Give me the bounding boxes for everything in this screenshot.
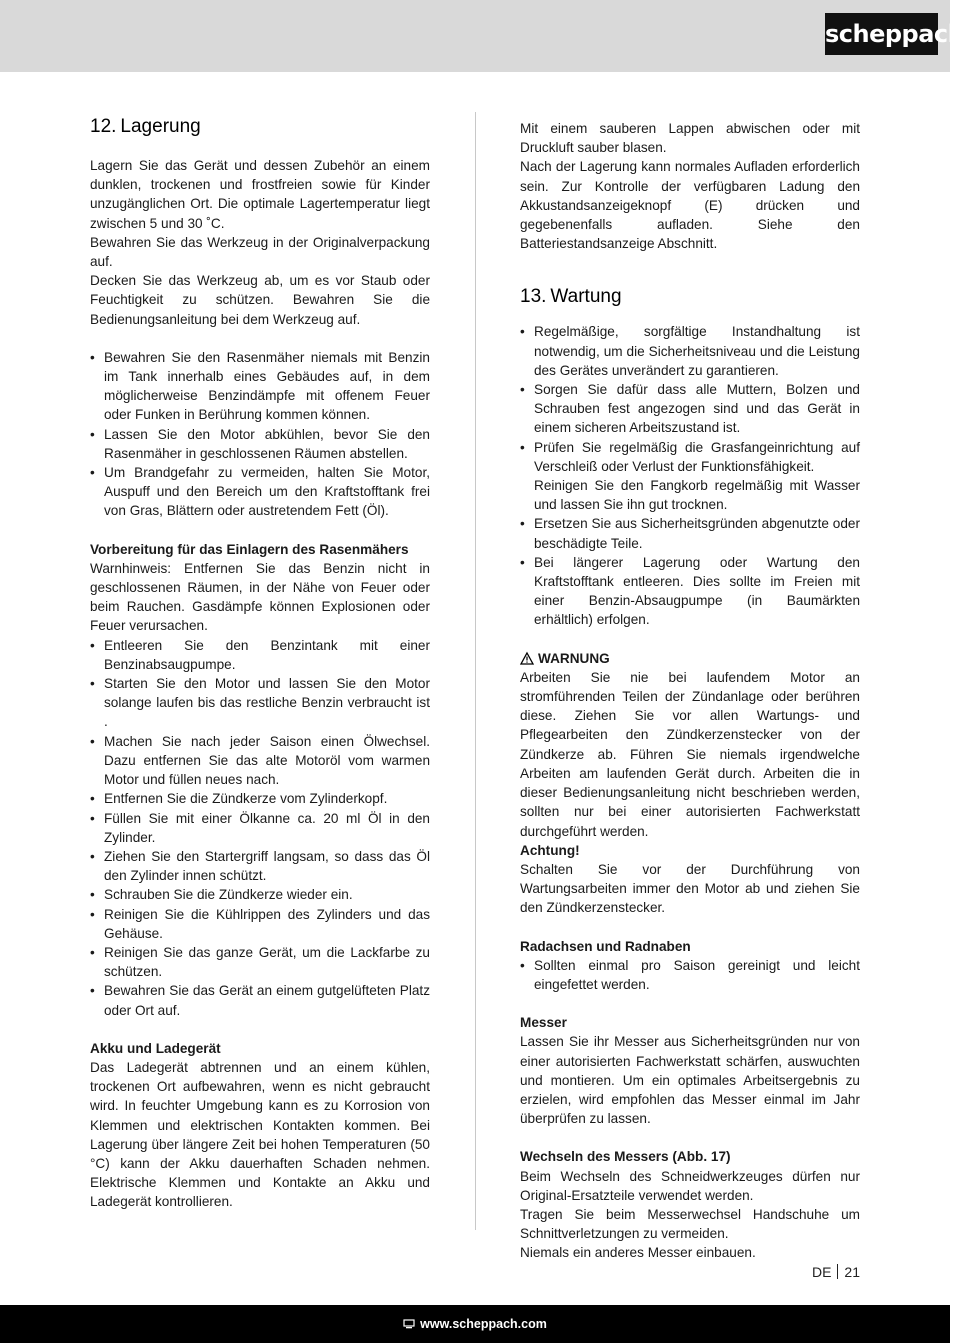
list-item: • Starten Sie den Motor und lassen Sie den Motor solange laufen bis das restliche Benzin verbraucht ist . [90,674,430,732]
list-item: • Entleeren Sie den Benzintank mit einer Benzinabsaugpumpe. [90,636,430,674]
header-bar [0,0,964,72]
list-item: • Bewahren Sie den Rasenmäher niemals mit Benzin im Tank innerhalb eines Gebäudes auf, in dem möglicherweise Benzindämpfe mit offenem Feuer oder Funken in Berührung kommen können. [90,348,430,425]
list-item: • Ersetzen Sie aus Sicherheitsgründen abgenutzte oder beschädigte Teile. [520,514,860,552]
list-item: • Entfernen Sie die Zündkerze vom Zylinderkopf. [90,789,430,808]
list-item: • Bei längerer Lagerung oder Wartung den Kraftstofftank entleeren. Dies sollte im Freien mit einer Benzin-Absaugpumpe (in Baumärkten erhältlich) erfolgen. [520,553,860,630]
list-item: • Lassen Sie den Motor abkühlen, bevor Sie den Rasenmäher in geschlossenen Räumen abstellen. [90,425,430,463]
list-item: • Füllen Sie mit einer Ölkanne ca. 20 ml Öl in den Zylinder. [90,809,430,847]
list-item: • Regelmäßige, sorgfältige Instandhaltung ist notwendig, um die Sicherheitsniveau und die Leistung des Gerätes unverändert zu garantieren. [520,322,860,380]
footer-bar [0,1305,950,1343]
list-item: • Schrauben Sie die Zündkerze wieder ein. [90,885,430,904]
subheading: Achtung! [520,842,580,858]
list-item: • Sollten einmal pro Saison gereinigt und leicht eingefettet werden. [520,956,860,994]
list-item: • Reinigen Sie das ganze Gerät, um die Lackfarbe zu schützen. [90,943,430,981]
paragraph: Schalten Sie vor der Durchführung von Wartungsarbeiten immer den Motor ab und ziehen Sie den Zündkerzenstecker. [520,861,860,916]
website-link[interactable]: www.scheppach.com [420,1317,547,1331]
paragraph: Mit einem sauberen Lappen abwischen oder mit Druckluft sauber blasen. [520,121,860,156]
paragraph: Niemals ein anderes Messer einbauen. [520,1245,756,1261]
list-item: • Reinigen Sie die Kühlrippen des Zylinders und das Gehäuse. [90,905,430,943]
right-column [520,112,860,1263]
list-item: • Machen Sie nach jeder Saison einen Ölwechsel. Dazu entfernen Sie das alte Motoröl vom warmen Motor und füllen neues nach. [90,732,430,790]
list-item: • Sorgen Sie dafür dass alle Muttern, Bolzen und Schrauben fest angezogen sind und das Gerät in einem sicheren Arbeitszustand ist. [520,380,860,438]
paragraph: Bewahren Sie das Werkzeug in der Originalverpackung auf. [90,234,430,270]
paragraph: Warnhinweis: Entfernen Sie das Benzin nicht in geschlossenen Räumen, in der Nähe von Feuer oder beim Rauchen. Gasdämpfe können Explosionen oder Feuer verursachen. [90,560,430,634]
warning-triangle-icon [520,652,534,665]
subheading: Radachsen und Radnaben [520,938,691,954]
section-12-title: 12. Lagerung [90,116,201,137]
page-number: DE 21 [811,1264,860,1280]
list-item: • Ziehen Sie den Startergriff langsam, so dass das Öl den Zylinder innen schützt. [90,847,430,885]
section-13-title: 13. Wartung [520,286,622,308]
paragraph: Decken Sie das Werkzeug ab, um es vor Staub oder Feuchtigkeit zu schützen. Bewahren Sie die Bedienungsanleitung bei dem Werkzeug auf. [90,273,430,327]
paragraph: Beim Wechseln des Schneidwerkzeuges dürfen nur Original-Ersatzteile verwendet werden. [520,1168,860,1203]
monitor-icon [403,1319,415,1329]
storage-bullet-list [90,348,430,521]
column-divider [475,112,476,1230]
wheel-bullet-list [520,956,860,994]
subheading: Vorbereitung für das Einlagern des Rasenmähers [90,541,409,557]
list-item: • Um Brandgefahr zu vermeiden, halten Sie Motor, Auspuff und den Bereich um den Kraftstofftank frei von Gras, Blättern oder austretendem Fett (Öl). [90,463,430,521]
paragraph: Das Ladegerät abtrennen und an einem kühlen, trockenen Ort aufbewahren, wenn es nicht gebraucht wird. In feuchter Umgebung kann es zu Korrosion von Klemmen und elektrischen Kontakten kommen. Bei Lagerung über längere Zeit bei hohen Temperaturen (50 °C) kann der Akku dauerhaften Schaden nehmen. Elektrische Klemmen und Kontakte an Akku und Ladegerät kontrollieren. [90,1059,430,1210]
paragraph: Lagern Sie das Gerät und dessen Zubehör an einem dunklen, trockenen und frostfreien sowie für Kinder unzugänglichen Ort. Die optimale Lagertemperatur liegt zwischen 5 und 30 ˚C. [90,158,430,231]
prep-bullet-list [90,636,430,1020]
paragraph: Tragen Sie beim Messerwechsel Handschuhe um Schnittverletzungen zu vermeiden. [520,1206,860,1242]
paragraph: Arbeiten Sie nie bei laufendem Motor an stromführenden Teilen der Zündanlage oder berühren diese. Ziehen Sie vor allen Wartungs- und Pflegearbeiten den Zündkerzenstecker von der Zündkerze ab. Führen Sie niemals irgendwelche Arbeiten am laufenden Gerät durch. Arbeiten die in dieser Bedienungsanleitung nicht beschrieben werden, sollten nur bei einer autorisierten Fachwerkstatt durchgeführt werden. [520,669,860,839]
subheading: Akku und Ladegerät [90,1040,221,1056]
list-item: • Prüfen Sie regelmäßig die Grasfangeinrichtung auf Verschleiß oder Verlust der Funktionsfähigkeit. Reinigen Sie den Fangkorb regelmäßig mit Wasser und lassen Sie ihn gut trocknen. [520,438,860,515]
left-column [90,112,430,1212]
warning-heading: WARNUNG [520,649,860,668]
paragraph: Lassen Sie ihr Messer aus Sicherheitsgründen nur von einer autorisierten Fachwerkstatt schärfen, auswuchten und montieren. Um ein optimales Arbeitsergebnis zu erzielen, wird empfohlen das Messer einmal im Jahr überprüfen zu lassen. [520,1034,860,1127]
list-item: • Bewahren Sie das Gerät an einem gutgelüfteten Platz oder Ort auf. [90,981,430,1019]
subheading: Wechseln des Messers (Abb. 17) [520,1149,731,1165]
subheading: Messer [520,1015,567,1031]
maintenance-bullet-list [520,322,860,629]
paragraph: Nach der Lagerung kann normales Aufladen erforderlich sein. Zur Kontrolle der verfügbaren Ladung den Akkustandsanzeigeknopf (E) drücken und gegebenenfalls aufladen. Siehe den Batteriestandsanzeige Abschnitt. [520,159,860,252]
scheppach-logo: scheppach [825,13,938,55]
